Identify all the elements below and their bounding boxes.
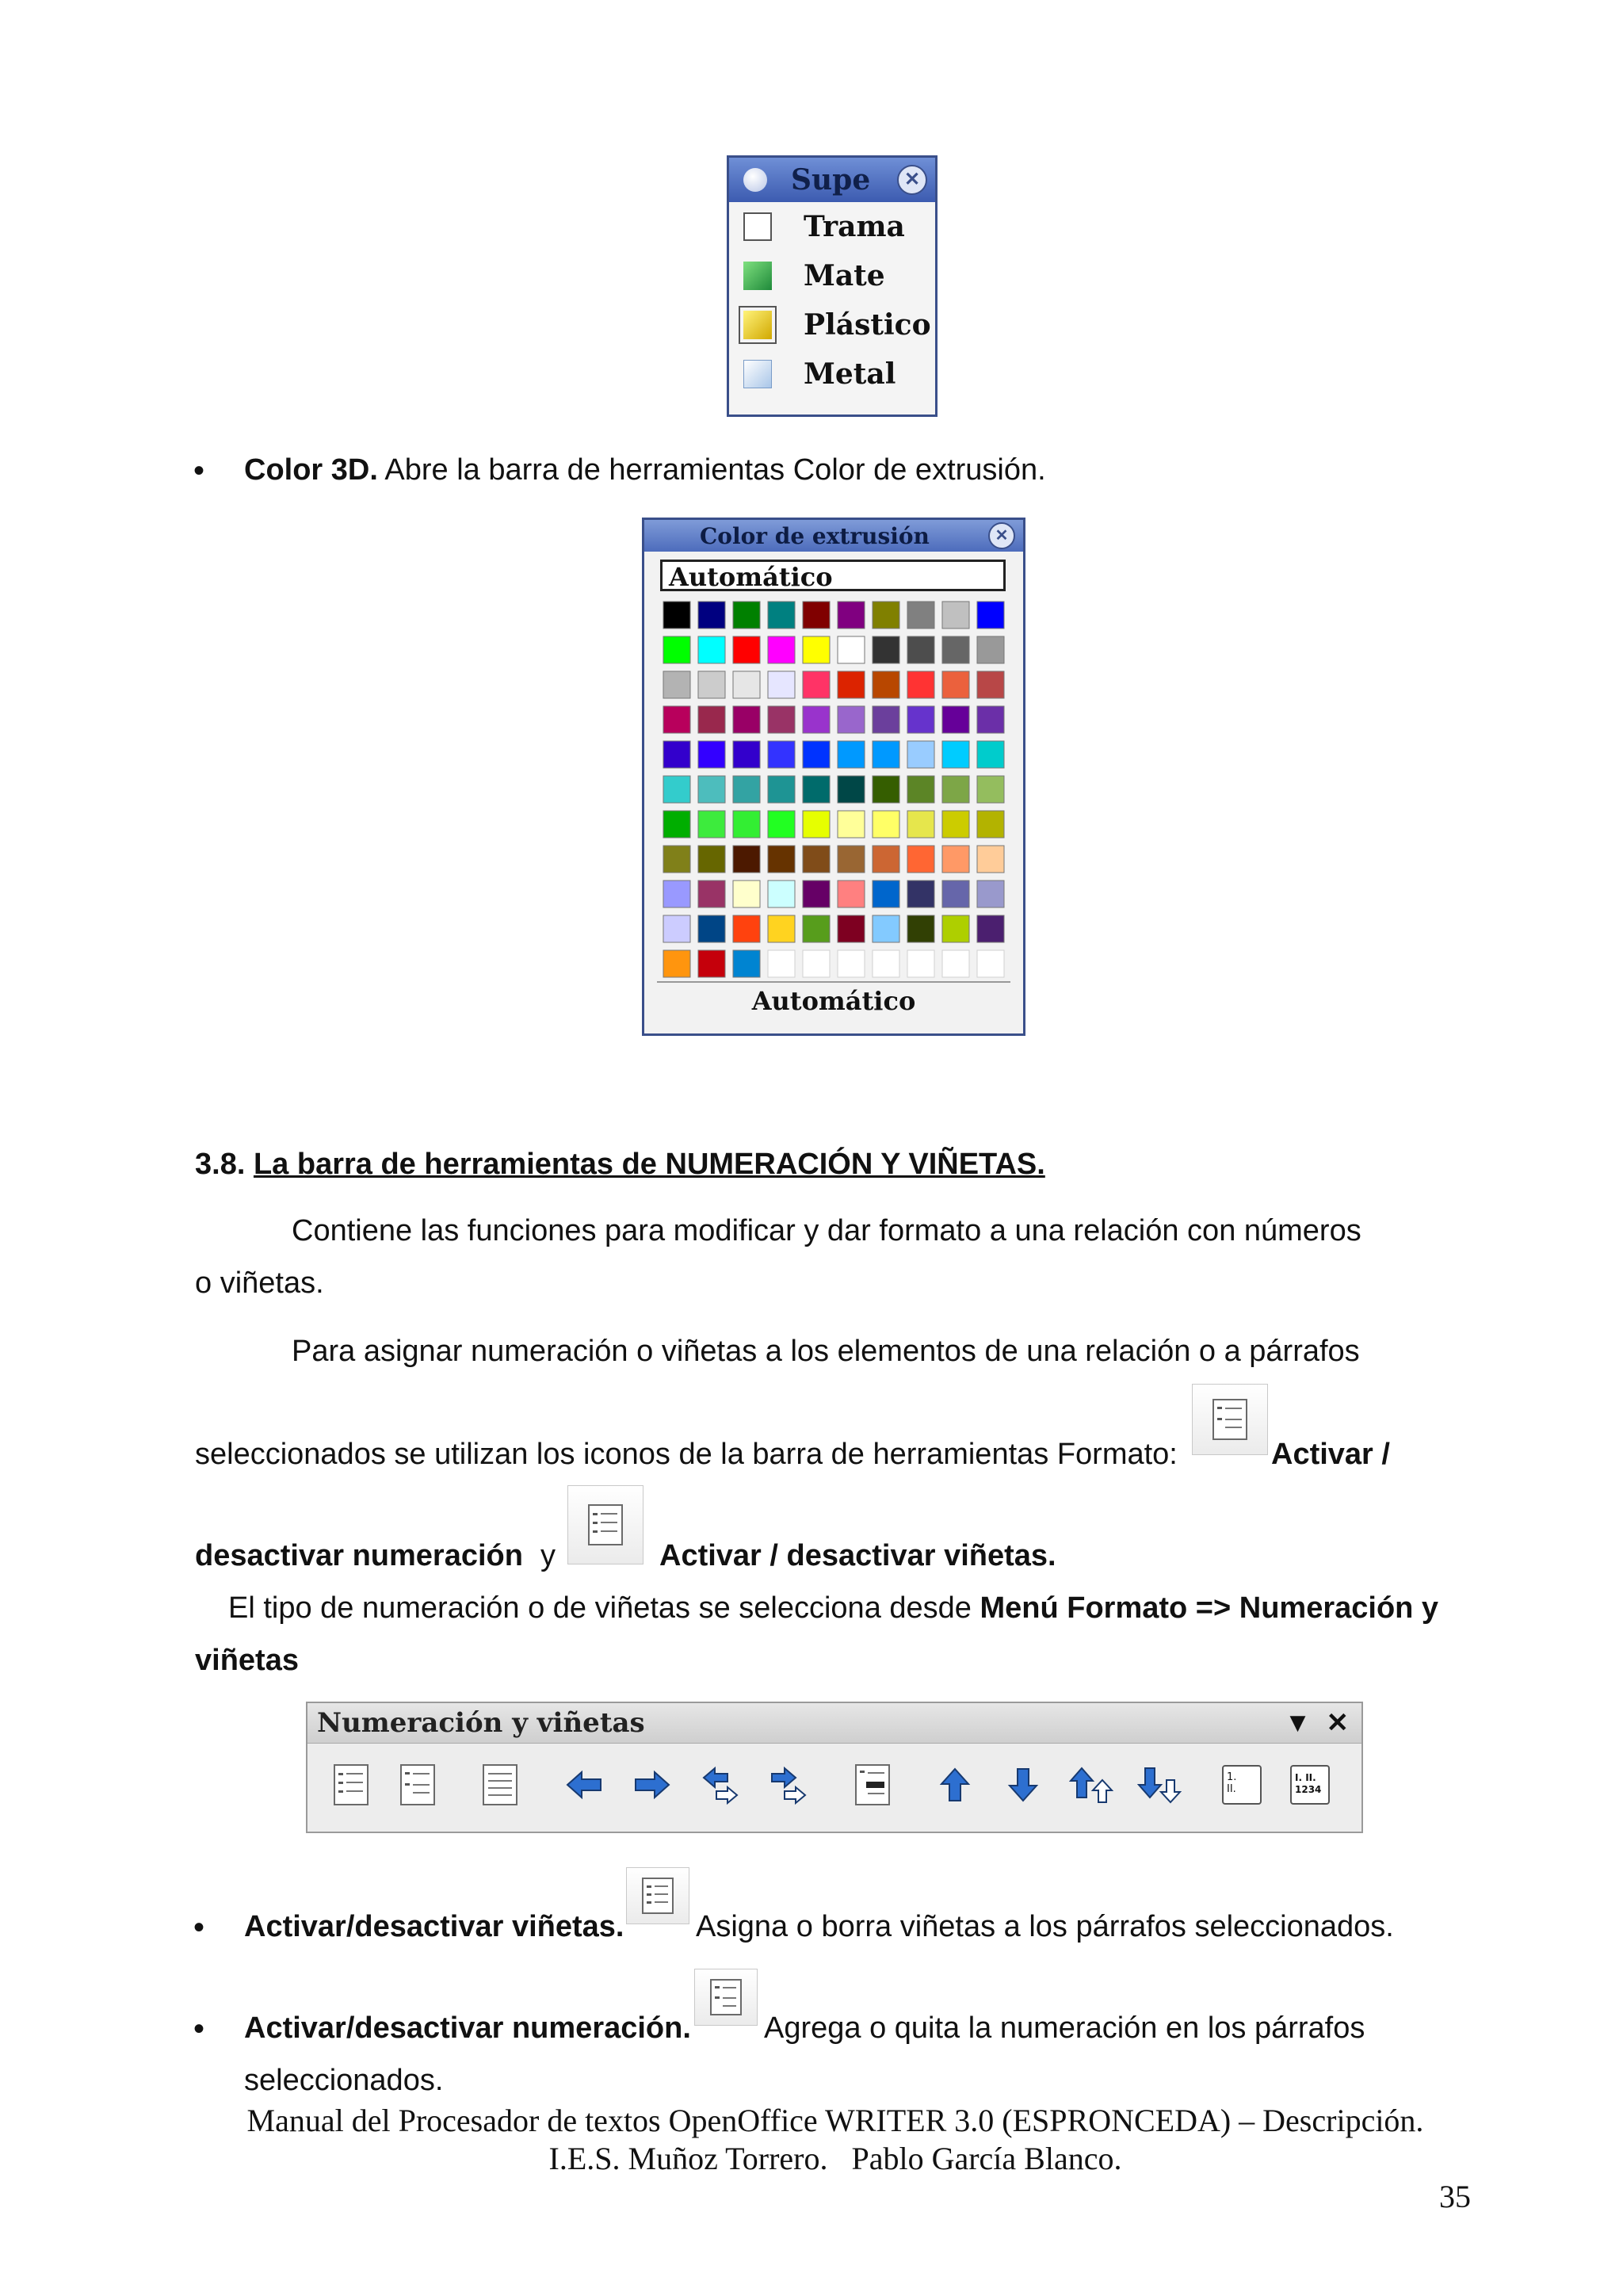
bullet-vinetas-bold: Activar/desactivar viñetas. <box>244 1910 624 1943</box>
color-swatch[interactable] <box>733 950 760 977</box>
color-swatch[interactable] <box>803 881 830 907</box>
color-swatch[interactable] <box>698 950 725 977</box>
color-swatch[interactable] <box>838 881 865 907</box>
color-swatch[interactable] <box>838 846 865 873</box>
color-swatch[interactable] <box>907 636 934 663</box>
color-swatch[interactable] <box>768 636 795 663</box>
numbering-options-icon[interactable] <box>1285 1760 1335 1809</box>
color-swatch[interactable] <box>803 602 830 628</box>
color-swatch[interactable] <box>733 776 760 803</box>
color-swatch[interactable] <box>768 776 795 803</box>
menu-item-trama[interactable] <box>729 202 935 251</box>
color-swatch[interactable] <box>942 811 969 838</box>
bullet-bold: Color 3D. <box>244 453 378 487</box>
metal-cube-icon <box>743 360 772 388</box>
color-swatch[interactable] <box>733 915 760 942</box>
color-swatch[interactable] <box>768 881 795 907</box>
move-up-icon[interactable] <box>930 1760 980 1809</box>
color-swatch[interactable] <box>768 706 795 733</box>
supe-titlebar[interactable] <box>729 158 935 202</box>
color-swatch[interactable] <box>977 636 1004 663</box>
bullet-dot: • <box>193 453 205 488</box>
empty-swatch <box>907 950 934 977</box>
separator <box>657 981 1010 983</box>
automatic-button[interactable]: Automático <box>751 986 916 1016</box>
color-swatch[interactable] <box>698 776 725 803</box>
color-swatch[interactable] <box>663 706 690 733</box>
color-swatch[interactable] <box>838 706 865 733</box>
color-swatch[interactable] <box>838 776 865 803</box>
color-swatch[interactable] <box>663 950 690 977</box>
para2-bold-numeracion: desactivar numeración <box>195 1539 523 1572</box>
color-swatch[interactable] <box>977 811 1004 838</box>
color-swatch[interactable] <box>733 706 760 733</box>
color-swatch[interactable] <box>907 915 934 942</box>
color-swatch[interactable] <box>733 811 760 838</box>
color-swatch[interactable] <box>907 881 934 907</box>
color-swatch[interactable] <box>873 881 899 907</box>
color-swatch[interactable] <box>873 741 899 768</box>
color-swatch[interactable] <box>977 846 1004 873</box>
footer-line2: I.E.S. Muñoz Torrero. Pablo García Blanco. <box>548 2141 1122 2176</box>
menu-item-label: Metal <box>804 357 896 391</box>
color-swatch[interactable] <box>873 706 899 733</box>
color-swatch[interactable] <box>907 776 934 803</box>
demote-left-arrow-icon[interactable] <box>559 1760 609 1809</box>
restart-label: 1. II. <box>1222 1765 1262 1805</box>
color-swatch[interactable] <box>803 846 830 873</box>
empty-swatch <box>873 950 899 977</box>
color-swatch[interactable] <box>977 915 1004 942</box>
section-number: 3.8. <box>195 1148 246 1181</box>
color-swatch[interactable] <box>907 846 934 873</box>
dropdown-arrow-icon[interactable]: ▼ <box>1289 1711 1306 1735</box>
numbering-icon <box>694 1969 758 2026</box>
menu-item-metal[interactable] <box>729 350 935 399</box>
color-swatch[interactable] <box>698 741 725 768</box>
demote-with-subpoints-icon[interactable] <box>696 1760 745 1809</box>
color-swatch[interactable] <box>803 671 830 698</box>
yellow-cube-icon <box>743 311 772 339</box>
color-swatch[interactable] <box>698 915 725 942</box>
color-swatch[interactable] <box>698 602 725 628</box>
color-swatch[interactable] <box>663 881 690 907</box>
color-swatch[interactable] <box>977 602 1004 628</box>
color-swatch[interactable] <box>733 602 760 628</box>
empty-swatch <box>768 950 795 977</box>
section-title: La barra de herramientas de NUMERACIÓN Y VIÑETAS. <box>253 1148 1045 1181</box>
color-swatch[interactable] <box>803 811 830 838</box>
color-swatch[interactable] <box>768 741 795 768</box>
colext-title: Color de extrusión <box>700 522 930 549</box>
color-swatch[interactable] <box>873 915 899 942</box>
bullet-color3d <box>244 452 1046 488</box>
bullets-icon <box>567 1485 643 1564</box>
para2-bold-activar: Activar / <box>1271 1438 1390 1471</box>
numbering-icon[interactable] <box>393 1760 442 1809</box>
bullet-numeracion-text2: seleccionados. <box>244 2064 444 2097</box>
color-swatch[interactable] <box>803 706 830 733</box>
menu-item-label: Plástico <box>804 308 931 342</box>
color-swatch[interactable] <box>803 915 830 942</box>
color-swatch[interactable] <box>838 671 865 698</box>
move-down-with-subpoints-icon[interactable] <box>1135 1760 1184 1809</box>
footer-line1: Manual del Procesador de textos OpenOffice WRITER 3.0 (ESPRONCEDA) – Descripción. <box>246 2103 1424 2138</box>
color-swatch[interactable] <box>873 602 899 628</box>
insert-unnumbered-entry-icon[interactable] <box>848 1760 897 1809</box>
bullet-numeracion-bold: Activar/desactivar numeración. <box>244 2011 691 2045</box>
numbar-titlebar[interactable] <box>307 1703 1361 1744</box>
color-swatch[interactable] <box>698 846 725 873</box>
empty-swatch <box>942 950 969 977</box>
page-number: 35 <box>1439 2179 1471 2214</box>
color-swatch[interactable] <box>768 602 795 628</box>
color-swatch[interactable] <box>838 741 865 768</box>
color-swatch[interactable] <box>873 811 899 838</box>
color-swatch[interactable] <box>733 671 760 698</box>
color-swatch[interactable] <box>907 602 934 628</box>
promote-right-arrow-icon[interactable] <box>628 1760 677 1809</box>
color-swatch[interactable] <box>663 776 690 803</box>
color-swatch[interactable] <box>663 915 690 942</box>
color-swatch[interactable] <box>768 671 795 698</box>
para3-line1 <box>228 1590 1438 1626</box>
color-swatch[interactable] <box>873 636 899 663</box>
para3-line2: viñetas <box>195 1644 299 1677</box>
empty-swatch <box>838 950 865 977</box>
color-swatch[interactable] <box>733 846 760 873</box>
color-swatch[interactable] <box>733 741 760 768</box>
color-swatch[interactable] <box>698 671 725 698</box>
wireframe-cube-icon <box>743 212 772 241</box>
color-swatch[interactable] <box>838 636 865 663</box>
color-swatch[interactable] <box>977 741 1004 768</box>
close-icon[interactable]: ✕ <box>988 522 1015 549</box>
automatic-color-field[interactable]: Automático <box>660 560 1006 591</box>
color-swatch[interactable] <box>733 881 760 907</box>
promote-with-subpoints-icon[interactable] <box>764 1760 813 1809</box>
numbering-off-icon[interactable] <box>475 1760 525 1809</box>
color-swatch[interactable] <box>803 741 830 768</box>
numbar-title: Numeración y viñetas <box>317 1707 645 1739</box>
color-swatch[interactable] <box>768 846 795 873</box>
empty-swatch <box>803 950 830 977</box>
color-swatch[interactable] <box>942 881 969 907</box>
move-down-icon[interactable] <box>999 1760 1048 1809</box>
para3-text: El tipo de numeración o de viñetas se selecciona desde <box>228 1591 980 1625</box>
color-swatch[interactable] <box>698 706 725 733</box>
supe-title: Supe <box>791 163 871 197</box>
color-swatch[interactable] <box>907 706 934 733</box>
menu-item-plastico[interactable] <box>729 300 935 350</box>
color-swatch[interactable] <box>977 776 1004 803</box>
close-icon[interactable]: ✕ <box>897 165 927 195</box>
menu-icon <box>743 168 767 192</box>
color-swatch[interactable] <box>873 776 899 803</box>
menu-item-mate[interactable] <box>729 251 935 300</box>
extrusion-surface-menu <box>727 155 938 417</box>
numbering-icon <box>1192 1384 1268 1455</box>
color-swatch[interactable] <box>663 671 690 698</box>
color-palette[interactable] <box>644 520 1023 980</box>
para2-line1: Para asignar numeración o viñetas a los elementos de una relación o a párrafos <box>292 1335 1360 1368</box>
bullets-icon[interactable] <box>327 1760 376 1809</box>
options-label: I. II. 1234 <box>1290 1765 1330 1805</box>
color-swatch[interactable] <box>663 811 690 838</box>
color-swatch[interactable] <box>663 846 690 873</box>
color-swatch[interactable] <box>838 915 865 942</box>
numbering-bullets-toolbar <box>306 1702 1363 1833</box>
bullets-icon <box>626 1867 689 1924</box>
color-swatch[interactable] <box>873 671 899 698</box>
color-swatch[interactable] <box>907 741 934 768</box>
color-swatch[interactable] <box>907 671 934 698</box>
color-swatch[interactable] <box>942 636 969 663</box>
move-up-with-subpoints-icon[interactable] <box>1067 1760 1116 1809</box>
color-swatch[interactable] <box>942 846 969 873</box>
bullet-text: Abre la barra de herramientas Color de extrusión. <box>377 453 1046 487</box>
color-swatch[interactable] <box>977 881 1004 907</box>
color-swatch[interactable] <box>768 915 795 942</box>
extrusion-color-window <box>642 518 1025 1036</box>
section-heading <box>195 1146 1045 1182</box>
para1-line1: Contiene las funciones para modificar y dar formato a una relación con números <box>292 1214 1361 1247</box>
color-swatch[interactable] <box>977 706 1004 733</box>
green-cube-icon <box>743 262 772 290</box>
color-swatch[interactable] <box>698 881 725 907</box>
color-swatch[interactable] <box>907 811 934 838</box>
color-swatch[interactable] <box>663 636 690 663</box>
color-swatch[interactable] <box>977 671 1004 698</box>
color-swatch[interactable] <box>838 602 865 628</box>
color-swatch[interactable] <box>942 671 969 698</box>
color-swatch[interactable] <box>698 636 725 663</box>
para1-line2: o viñetas. <box>195 1266 324 1300</box>
menu-item-label: Trama <box>804 210 905 243</box>
menu-item-label: Mate <box>804 259 885 292</box>
empty-swatch <box>977 950 1004 977</box>
color-swatch[interactable] <box>838 811 865 838</box>
color-swatch[interactable] <box>733 636 760 663</box>
restart-numbering-icon[interactable] <box>1217 1760 1266 1809</box>
color-swatch[interactable] <box>942 776 969 803</box>
color-swatch[interactable] <box>698 811 725 838</box>
bullet-vinetas-text: Asigna o borra viñetas a los párrafos seleccionados. <box>696 1910 1394 1943</box>
para3-bold: Menú Formato => Numeración y <box>980 1591 1439 1625</box>
para2-line2: seleccionados se utilizan los iconos de la barra de herramientas Formato: <box>195 1438 1178 1471</box>
bullet-dot: • <box>193 1910 205 1945</box>
color-swatch[interactable] <box>942 602 969 628</box>
color-swatch[interactable] <box>803 636 830 663</box>
bullet-numeracion-text: Agrega o quita la numeración en los párrafos <box>764 2011 1365 2045</box>
color-swatch[interactable] <box>942 741 969 768</box>
para2-bold-vinetas: Activar / desactivar viñetas. <box>659 1539 1056 1572</box>
color-swatch[interactable] <box>873 846 899 873</box>
color-swatch[interactable] <box>768 811 795 838</box>
color-swatch[interactable] <box>803 776 830 803</box>
para2-y: y <box>540 1539 556 1572</box>
close-icon[interactable]: ✕ <box>1326 1707 1349 1739</box>
bullet-dot: • <box>193 2011 205 2046</box>
color-swatch[interactable] <box>942 915 969 942</box>
color-swatch[interactable] <box>663 602 690 628</box>
color-swatch[interactable] <box>663 741 690 768</box>
color-swatch[interactable] <box>942 706 969 733</box>
